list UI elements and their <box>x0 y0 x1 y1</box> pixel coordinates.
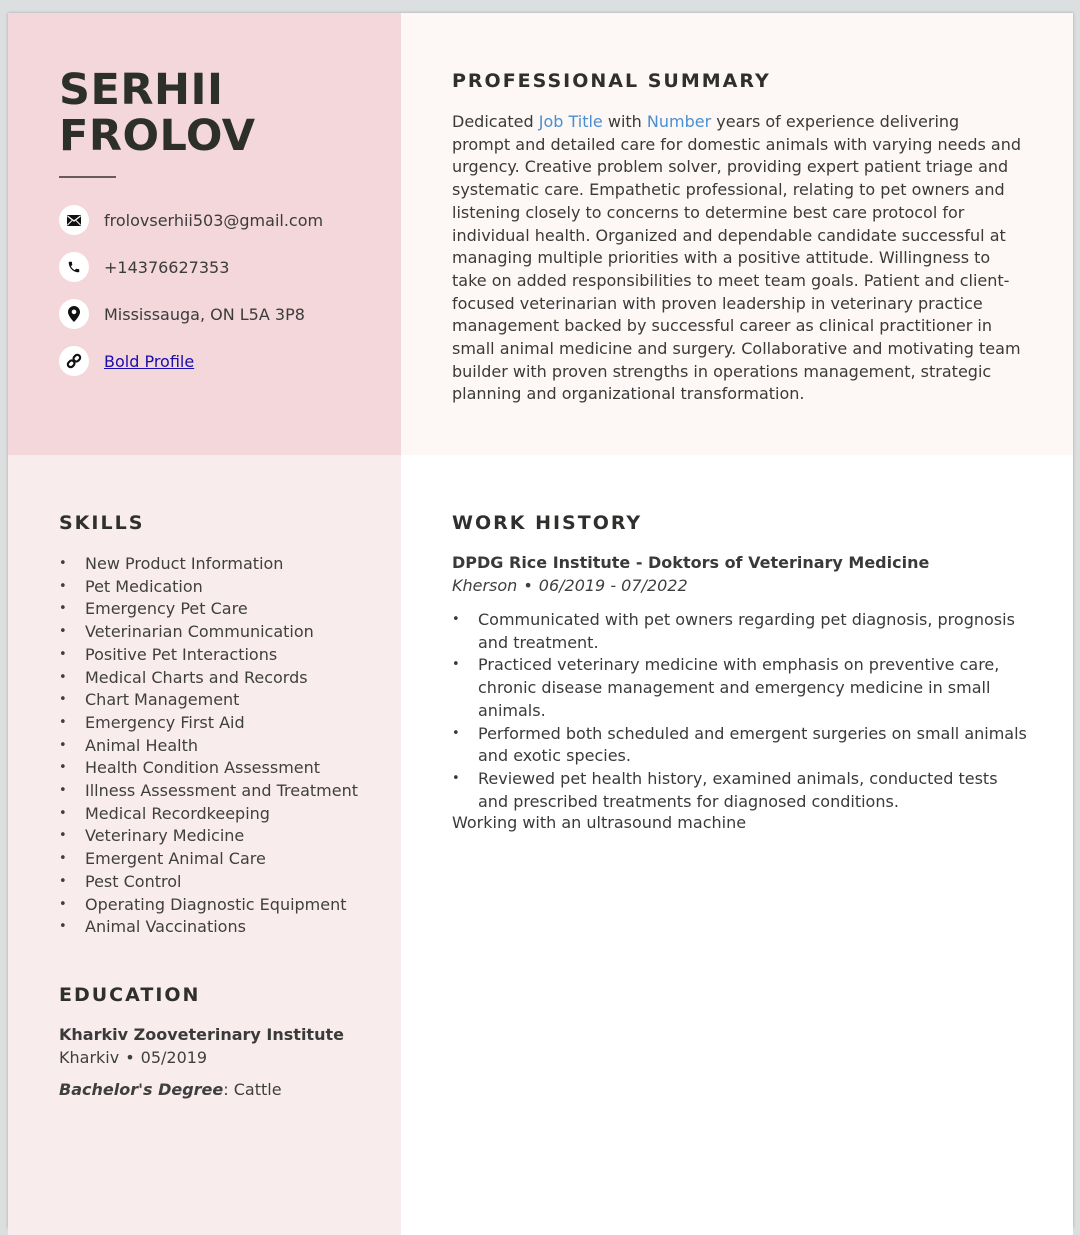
skill-item: • Animal Vaccinations <box>59 916 358 939</box>
skill-item: • Pest Control <box>59 871 358 894</box>
duty-item: • Practiced veterinary medicine with emphasis on preventive care, chronic disease management and emergency medicine in small animals. <box>452 654 1027 722</box>
education-date: 05/2019 <box>140 1048 208 1067</box>
summary-title: PROFESSIONAL SUMMARY <box>452 70 771 92</box>
job-city: Kherson <box>452 576 518 595</box>
skill-item: • Animal Health <box>59 735 358 758</box>
skill-item: • Health Condition Assessment <box>59 757 358 780</box>
skill-item: • Illness Assessment and Treatment <box>59 780 358 803</box>
job-duties <box>452 609 1027 813</box>
degree-label: Bachelor's Degree <box>59 1080 224 1099</box>
job-meta <box>452 576 688 595</box>
work-history-title: WORK HISTORY <box>452 512 643 534</box>
separator-dot: • <box>523 576 533 595</box>
map-pin-icon <box>59 299 89 329</box>
skill-item: • New Product Information <box>59 553 358 576</box>
summary-mid: with <box>602 112 647 131</box>
link-icon <box>59 346 89 376</box>
job-title-placeholder: Job Title <box>538 112 603 131</box>
address-text: Mississauga, ON L5A 3P8 <box>104 304 305 324</box>
number-placeholder: Number <box>646 112 712 131</box>
contact-profile <box>59 345 194 377</box>
degree-separator: : <box>223 1080 234 1099</box>
phone-icon <box>59 252 89 282</box>
education-school: Kharkiv Zooveterinary Institute <box>59 1025 344 1044</box>
main-panel <box>401 455 1073 1235</box>
education-meta <box>59 1048 207 1067</box>
skill-item: • Chart Management <box>59 689 358 712</box>
skill-item: • Veterinarian Communication <box>59 621 358 644</box>
name-divider <box>59 176 116 178</box>
summary-text <box>452 111 1022 406</box>
skills-title: SKILLS <box>59 512 145 534</box>
resume-page <box>8 13 1073 1228</box>
skill-item: • Emergent Animal Care <box>59 848 358 871</box>
envelope-icon <box>59 205 89 235</box>
candidate-name <box>59 67 256 159</box>
skill-item: • Emergency First Aid <box>59 712 358 735</box>
education-city: Kharkiv <box>59 1048 120 1067</box>
separator-dot: • <box>125 1048 135 1067</box>
profile-link[interactable]: Bold Profile <box>104 351 195 371</box>
contact-email <box>59 204 323 236</box>
skills-list <box>59 553 358 939</box>
last-name: FROLOV <box>59 111 256 161</box>
summary-body: years of experience delivering prompt and detailed care for domestic animals with varying needs and urgency. Creative problem solver, providing expert patient triage and systematic care. Empathetic professional, relating to pet owners and listening closely to concerns to determine best care protocol for individual health. Organized and dependable candidate successful at managing multiple priorities with a positive attitude. Willingness to take on added responsibilities to meet team goals. Patient and client-focused veterinarian with proven leadership in veterinary practice management backed by successful career as clinical practitioner in small animal medicine and surgery. Collaborative and motivating team builder with proven strengths in operations management, strategic planning and organizational transformation. <box>452 112 1022 404</box>
skill-item: • Veterinary Medicine <box>59 825 358 848</box>
skill-item: • Medical Charts and Records <box>59 667 358 690</box>
skill-item: • Emergency Pet Care <box>59 598 358 621</box>
job-dates: 06/2019 - 07/2022 <box>538 576 688 595</box>
contact-address <box>59 298 305 330</box>
summary-intro: Dedicated <box>452 112 539 131</box>
duty-item: • Communicated with pet owners regarding pet diagnosis, prognosis and treatment. <box>452 609 1027 654</box>
email-text: frolovserhii503@gmail.com <box>104 210 324 230</box>
phone-text: +14376627353 <box>104 257 230 277</box>
skill-item: • Operating Diagnostic Equipment <box>59 894 358 917</box>
skill-item: • Medical Recordkeeping <box>59 803 358 826</box>
education-degree <box>59 1080 282 1099</box>
first-name: SERHII <box>59 65 224 115</box>
duty-item: • Performed both scheduled and emergent surgeries on small animals and exotic species. <box>452 723 1027 768</box>
contact-phone <box>59 251 229 283</box>
job-employer: DPDG Rice Institute - Doktors of Veterinary Medicine <box>452 553 930 572</box>
job-extra-note: Working with an ultrasound machine <box>452 813 747 832</box>
skill-item: • Positive Pet Interactions <box>59 644 358 667</box>
degree-field: Cattle <box>233 1080 282 1099</box>
education-title: EDUCATION <box>59 984 201 1006</box>
skill-item: • Pet Medication <box>59 576 358 599</box>
duty-item: • Reviewed pet health history, examined animals, conducted tests and prescribed treatments for diagnosed conditions. <box>452 768 1027 813</box>
